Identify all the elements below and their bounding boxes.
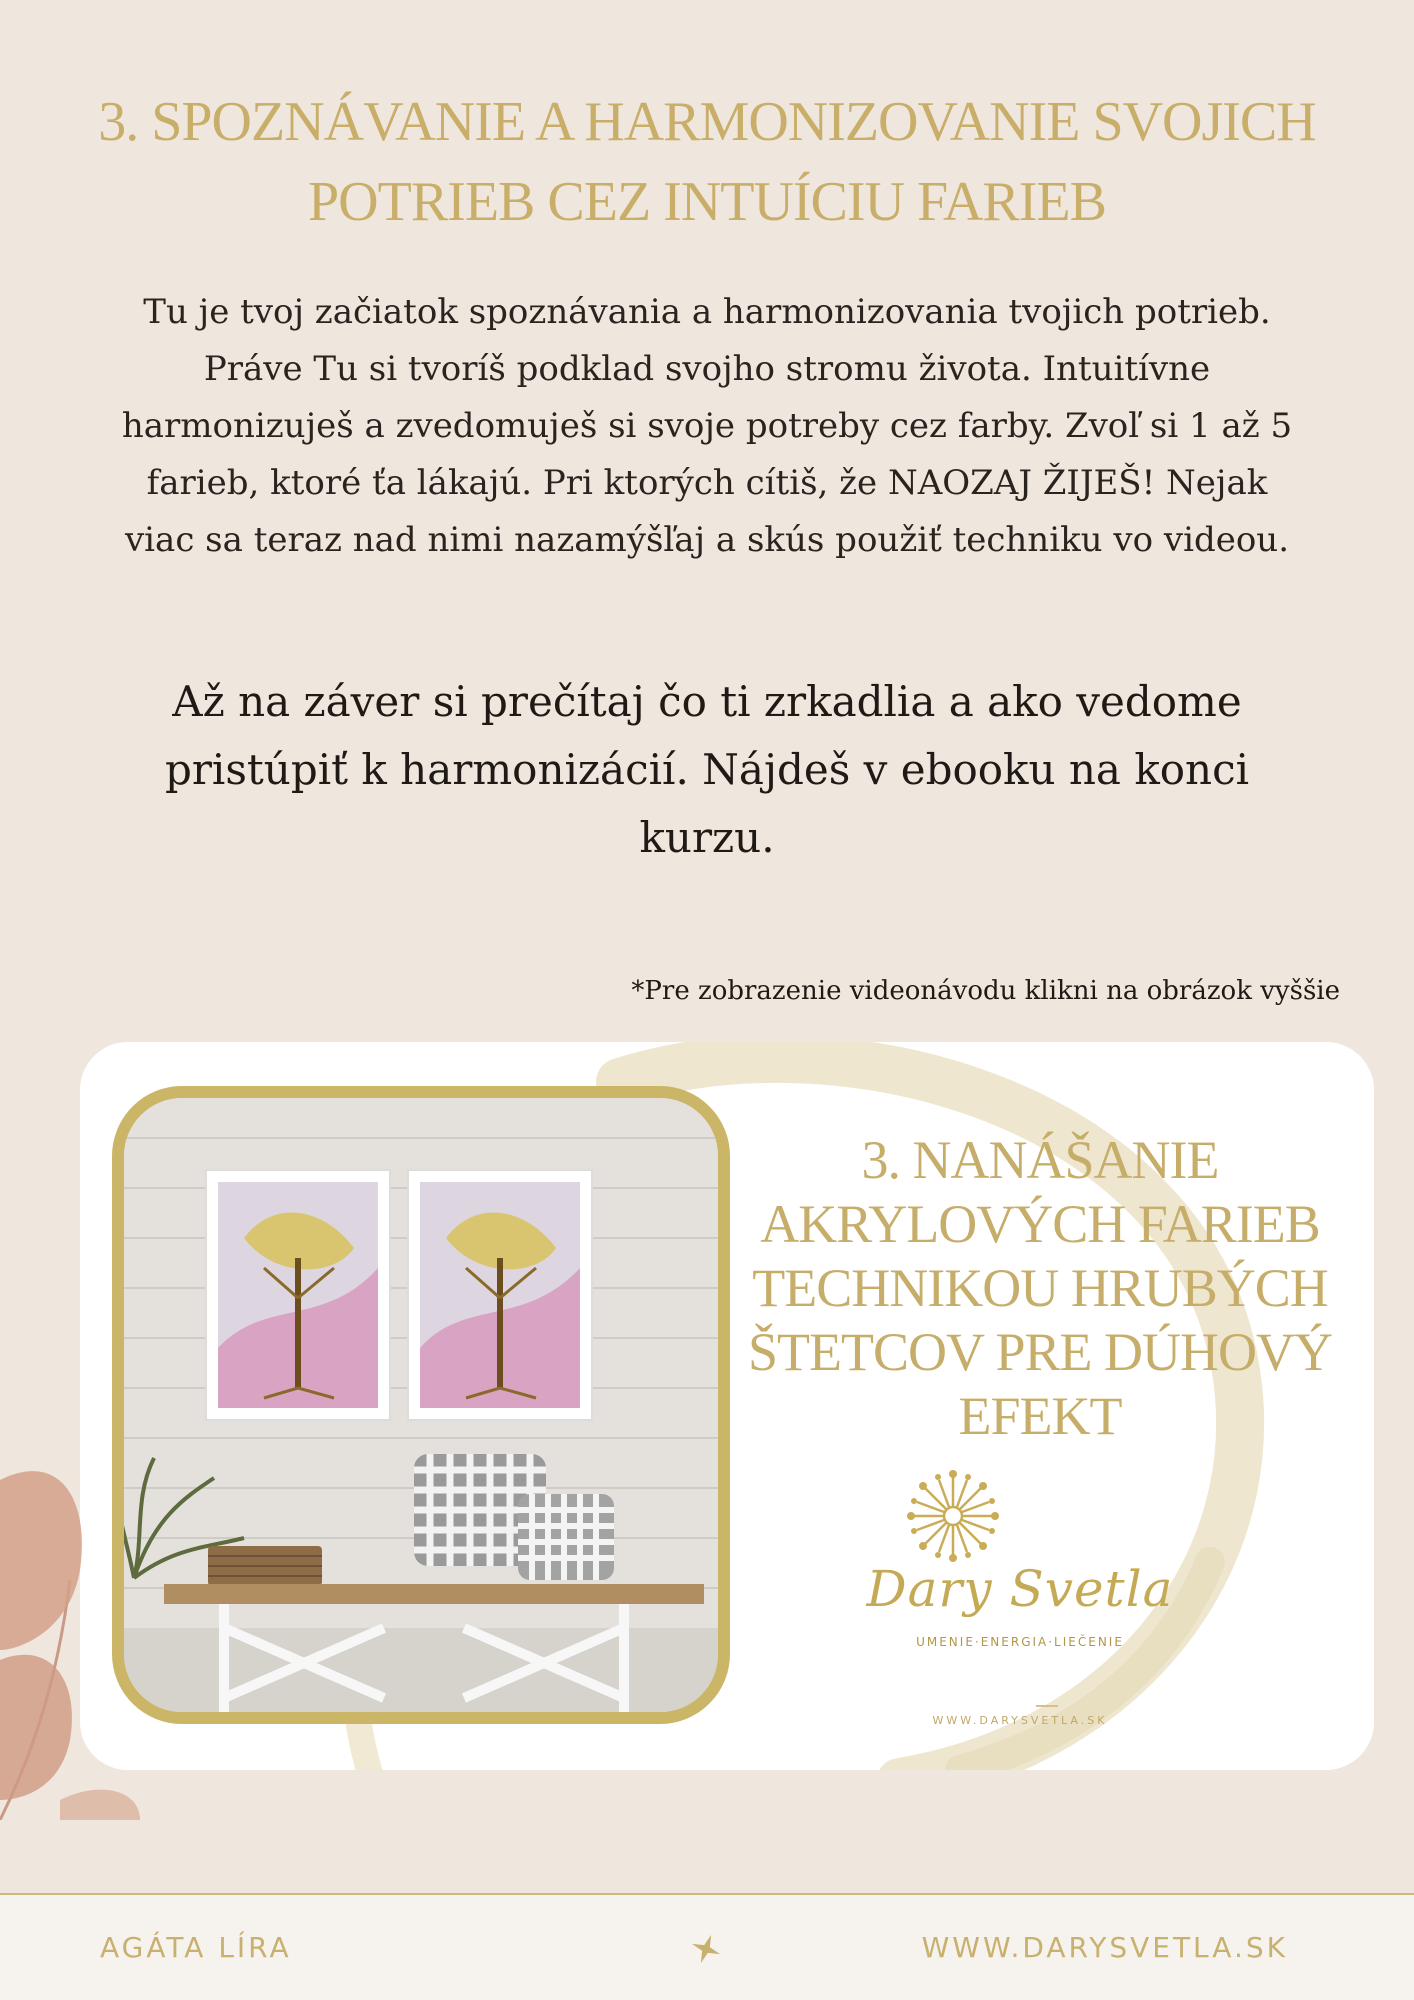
basket [208,1546,322,1586]
leaves-decoration [0,1360,140,1820]
final-note: Až na záver si prečítaj čo ti zrkadlia a ako vedome pristúpiť k harmonizácií. Nájdeš v ebooku na konci kurzu. [164,677,1250,862]
footer [0,1895,1414,2000]
room-photo [112,1086,730,1724]
page-title: 3. SPOZNÁVANIE A HARMONIZOVANIE SVOJICH POTRIEB CEZ INTUÍCIU FARIEB [98,91,1316,233]
video-thumbnail-card[interactable] [80,1042,1374,1770]
footer-author: AGÁTA LÍRA [100,1931,292,1964]
brand-signature: Dary Svetla [866,1560,1174,1618]
brand-tagline: UMENIE·ENERGIA·LIEČENIE [916,1635,1124,1649]
video-hint: *Pre zobrazenie videonávodu klikni na obrázok vyššie [631,976,1340,1006]
video-card-title: 3. NANÁŠANIE AKRYLOVÝCH FARIEB TECHNIKOU HRUBÝCH ŠTETCOV PRE DÚHOVÝ EFEKT [747,1130,1333,1446]
sun-logo-icon [903,1466,1003,1566]
brand-divider [1036,1705,1058,1707]
intro-paragraph: Tu je tvoj začiatok spoznávania a harmonizovania tvojich potrieb. Práve Tu si tvoríš podklad svojho stromu života. Intuitívne harmonizuješ a zvedomuješ si svoje potreby cez farby. Zvoľ si 1 až 5 farieb, ktoré ťa lákajú. Pri ktorých cítiš, že NAOZAJ ŽIJEŠ! Nejak viac sa teraz nad nimi nazamýšľaj a skús použiť techniku vo videou. [121,292,1293,560]
brand-url: WWW.DARYSVETLA.SK [932,1714,1108,1727]
footer-website-link[interactable]: WWW.DARYSVETLA.SK [921,1931,1288,1964]
star-icon [689,1932,723,1966]
painting-right [408,1170,592,1420]
painting-left [206,1170,390,1420]
